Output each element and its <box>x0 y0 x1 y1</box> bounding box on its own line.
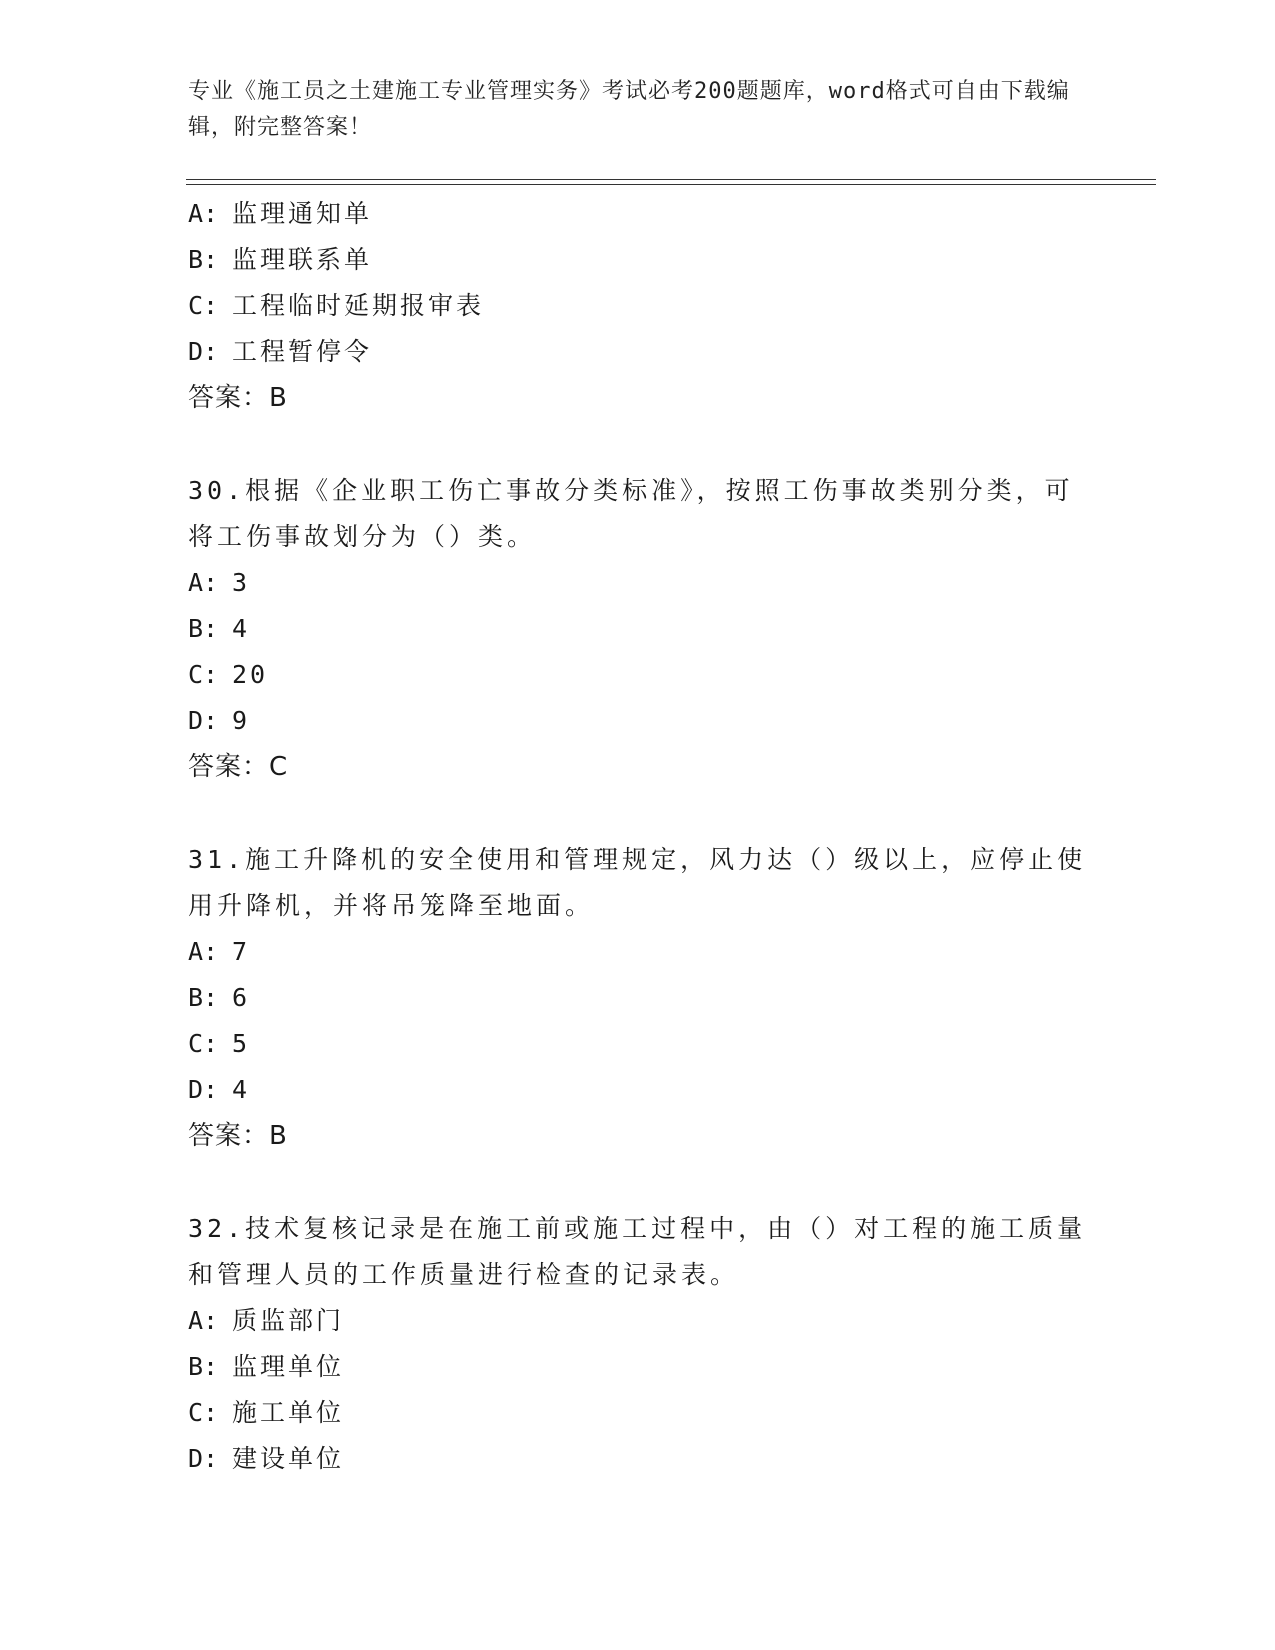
option-b: B: 监理联系单 <box>188 245 373 274</box>
option-b: B: 6 <box>188 983 251 1012</box>
option-a: A: 质监部门 <box>188 1306 345 1335</box>
option-c: C: 20 <box>188 660 269 689</box>
question-text: 31.施工升降机的安全使用和管理规定，风力达（）级以上，应停止使用升降机，并将吊笼降至地面。 <box>188 845 1087 920</box>
question-30 <box>188 468 1088 790</box>
option-a: A: 7 <box>188 937 251 966</box>
question-text: 32.技术复核记录是在施工前或施工过程中，由（）对工程的施工质量和管理人员的工作质量进行检查的记录表。 <box>188 1214 1087 1289</box>
option-d: D: 工程暂停令 <box>188 337 373 366</box>
option-d: D: 4 <box>188 1075 251 1104</box>
option-d: D: 建设单位 <box>188 1444 345 1473</box>
option-b: B: 4 <box>188 614 251 643</box>
answer-line: 答案：C <box>188 752 289 782</box>
header-rule-top <box>186 179 1156 180</box>
question-list <box>188 191 1088 1482</box>
option-d: D: 9 <box>188 706 251 735</box>
option-c: C: 施工单位 <box>188 1398 345 1427</box>
option-a: A: 监理通知单 <box>188 199 373 228</box>
option-c: C: 工程临时延期报审表 <box>188 291 485 320</box>
question-continuation <box>188 191 1088 421</box>
answer-line: 答案：B <box>188 383 288 413</box>
document-header: 专业《施工员之土建施工专业管理实务》考试必考200题题库，word格式可自由下载编辑，附完整答案！ <box>188 79 1070 140</box>
option-b: B: 监理单位 <box>188 1352 345 1381</box>
answer-line: 答案：B <box>188 1121 288 1151</box>
option-c: C: 5 <box>188 1029 251 1058</box>
question-31 <box>188 837 1088 1159</box>
header-rule-bottom <box>186 184 1156 185</box>
question-text: 30.根据《企业职工伤亡事故分类标准》，按照工伤事故类别分类，可将工伤事故划分为（）类。 <box>188 476 1074 551</box>
question-32 <box>188 1206 1088 1482</box>
option-a: A: 3 <box>188 568 251 597</box>
